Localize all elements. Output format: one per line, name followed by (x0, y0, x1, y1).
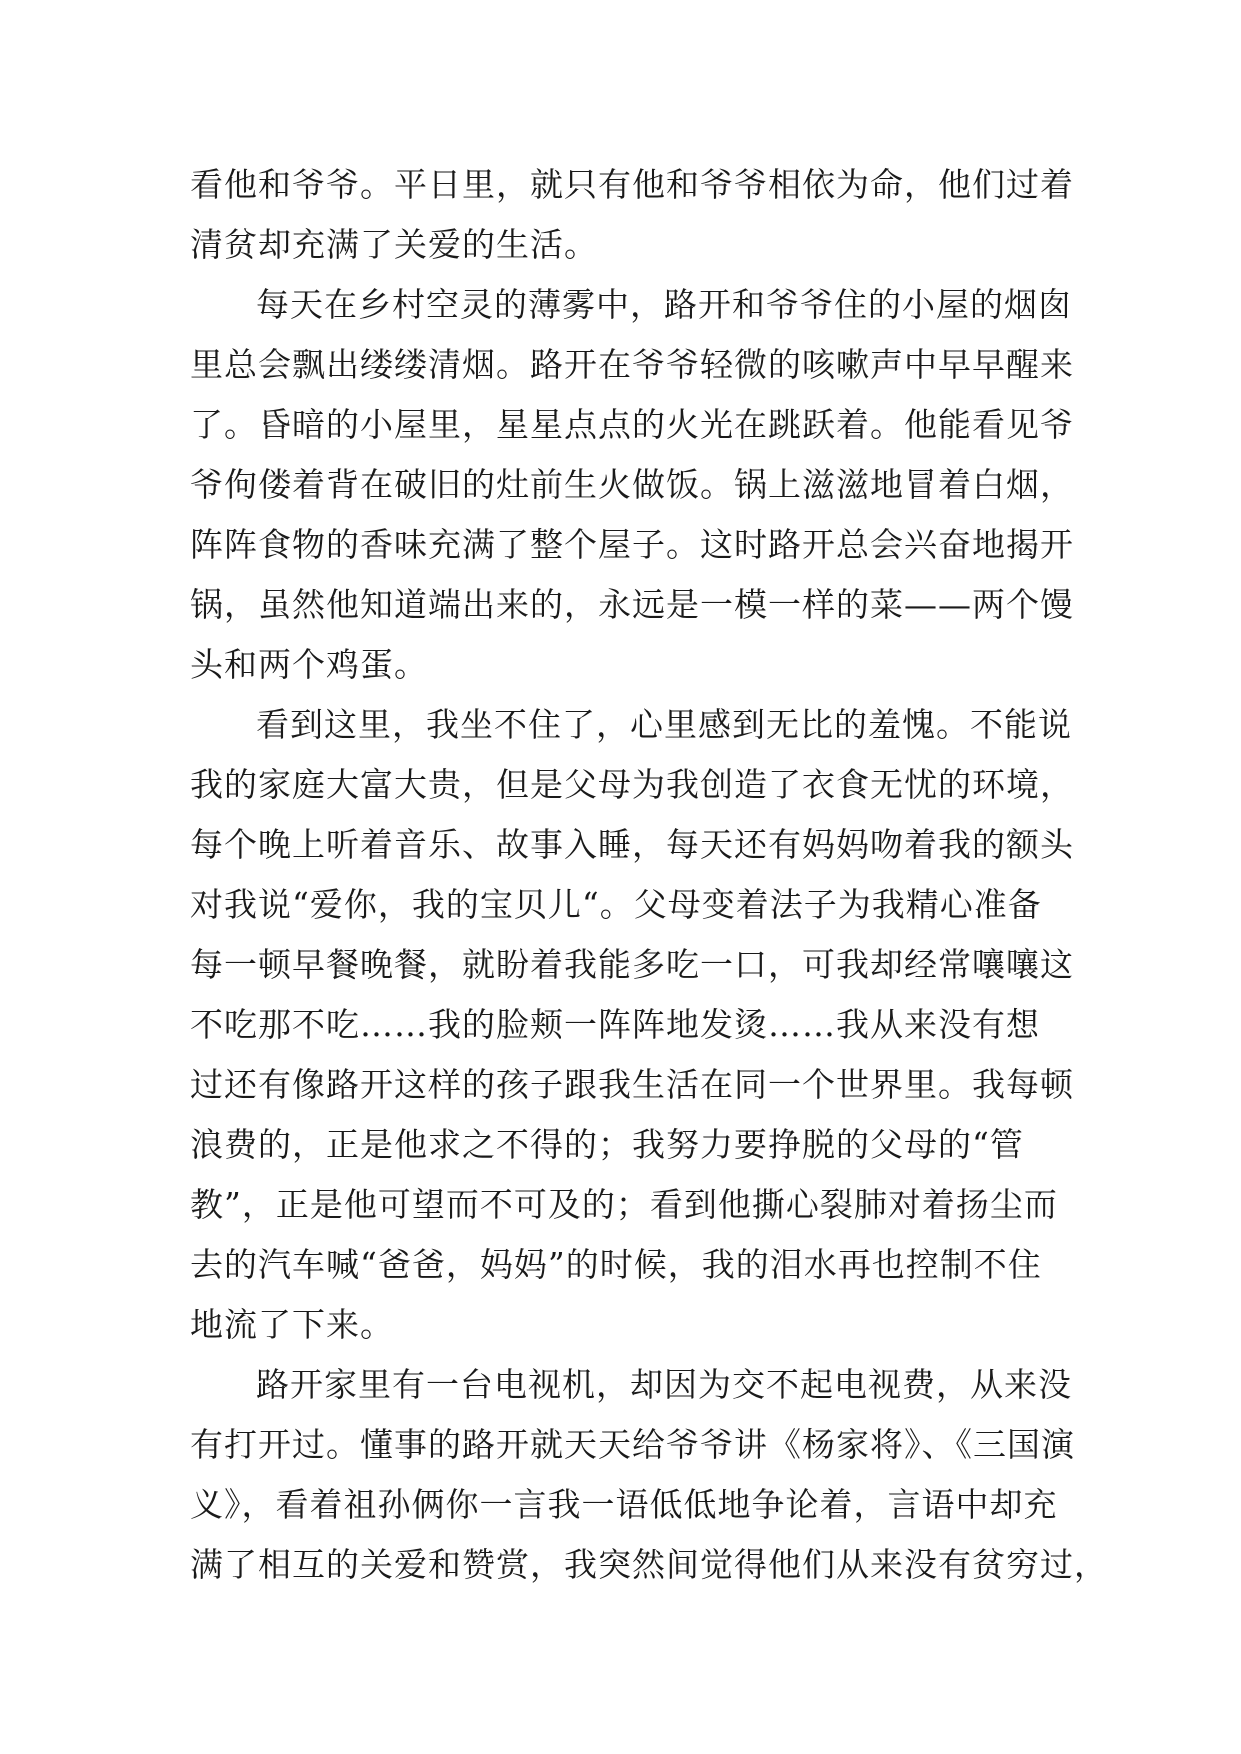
text-line: 义》，看着祖孙俩你一言我一语低低地争论着，言语中却充 (190, 1485, 1058, 1524)
text-line: 清贫却充满了关爱的生活。 (190, 225, 598, 264)
text-line: 阵阵食物的香味充满了整个屋子。这时路开总会兴奋地揭开 (190, 525, 1074, 564)
text-line: 不吃那不吃……我的脸颊一阵阵地发烫……我从来没有想 (190, 1005, 1040, 1044)
text-line: 路开家里有一台电视机，却因为交不起电视费，从来没 (256, 1365, 1072, 1404)
text-line: 头和两个鸡蛋。 (190, 645, 428, 684)
text-line: 每个晚上听着音乐、故事入睡，每天还有妈妈吻着我的额头 (190, 825, 1074, 864)
text-line: 看他和爷爷。平日里，就只有他和爷爷相依为命，他们过着 (190, 165, 1074, 204)
text-line: 看到这里，我坐不住了，心里感到无比的羞愧。不能说 (256, 705, 1072, 744)
text-line: 有打开过。懂事的路开就天天给爷爷讲《杨家将》、《三国演 (190, 1425, 1075, 1464)
text-line: 地流了下来。 (190, 1305, 394, 1344)
text-line: 了。昏暗的小屋里，星星点点的火光在跳跃着。他能看见爷 (190, 405, 1074, 444)
text-line: 锅，虽然他知道端出来的，永远是一模一样的菜——两个馒 (190, 585, 1074, 624)
text-line: 过还有像路开这样的孩子跟我生活在同一个世界里。我每顿 (190, 1065, 1074, 1104)
text-line: 每一顿早餐晚餐，就盼着我能多吃一口，可我却经常嚷嚷这 (190, 945, 1074, 984)
text-line: 满了相互的关爱和赞赏，我突然间觉得他们从来没有贫穷过， (190, 1545, 1108, 1584)
text-line: 去的汽车喊“爸爸，妈妈”的时候，我的泪水再也控制不住 (190, 1245, 1042, 1284)
text-line: 里总会飘出缕缕清烟。路开在爷爷轻微的咳嗽声中早早醒来 (190, 345, 1074, 384)
text-line: 教”，正是他可望而不可及的；看到他撕心裂肺对着扬尘而 (190, 1185, 1058, 1224)
text-line: 浪费的，正是他求之不得的；我努力要挣脱的父母的“管 (190, 1125, 1024, 1164)
text-line: 对我说“爱你，我的宝贝儿“。父母变着法子为我精心准备 (190, 885, 1042, 924)
text-line: 我的家庭大富大贵，但是父母为我创造了衣食无忧的环境， (190, 765, 1074, 804)
text-line: 爷佝偻着背在破旧的灶前生火做饭。锅上滋滋地冒着白烟， (190, 465, 1074, 504)
document-body (190, 155, 1108, 1595)
text-line: 每天在乡村空灵的薄雾中，路开和爷爷住的小屋的烟囱 (256, 285, 1072, 324)
